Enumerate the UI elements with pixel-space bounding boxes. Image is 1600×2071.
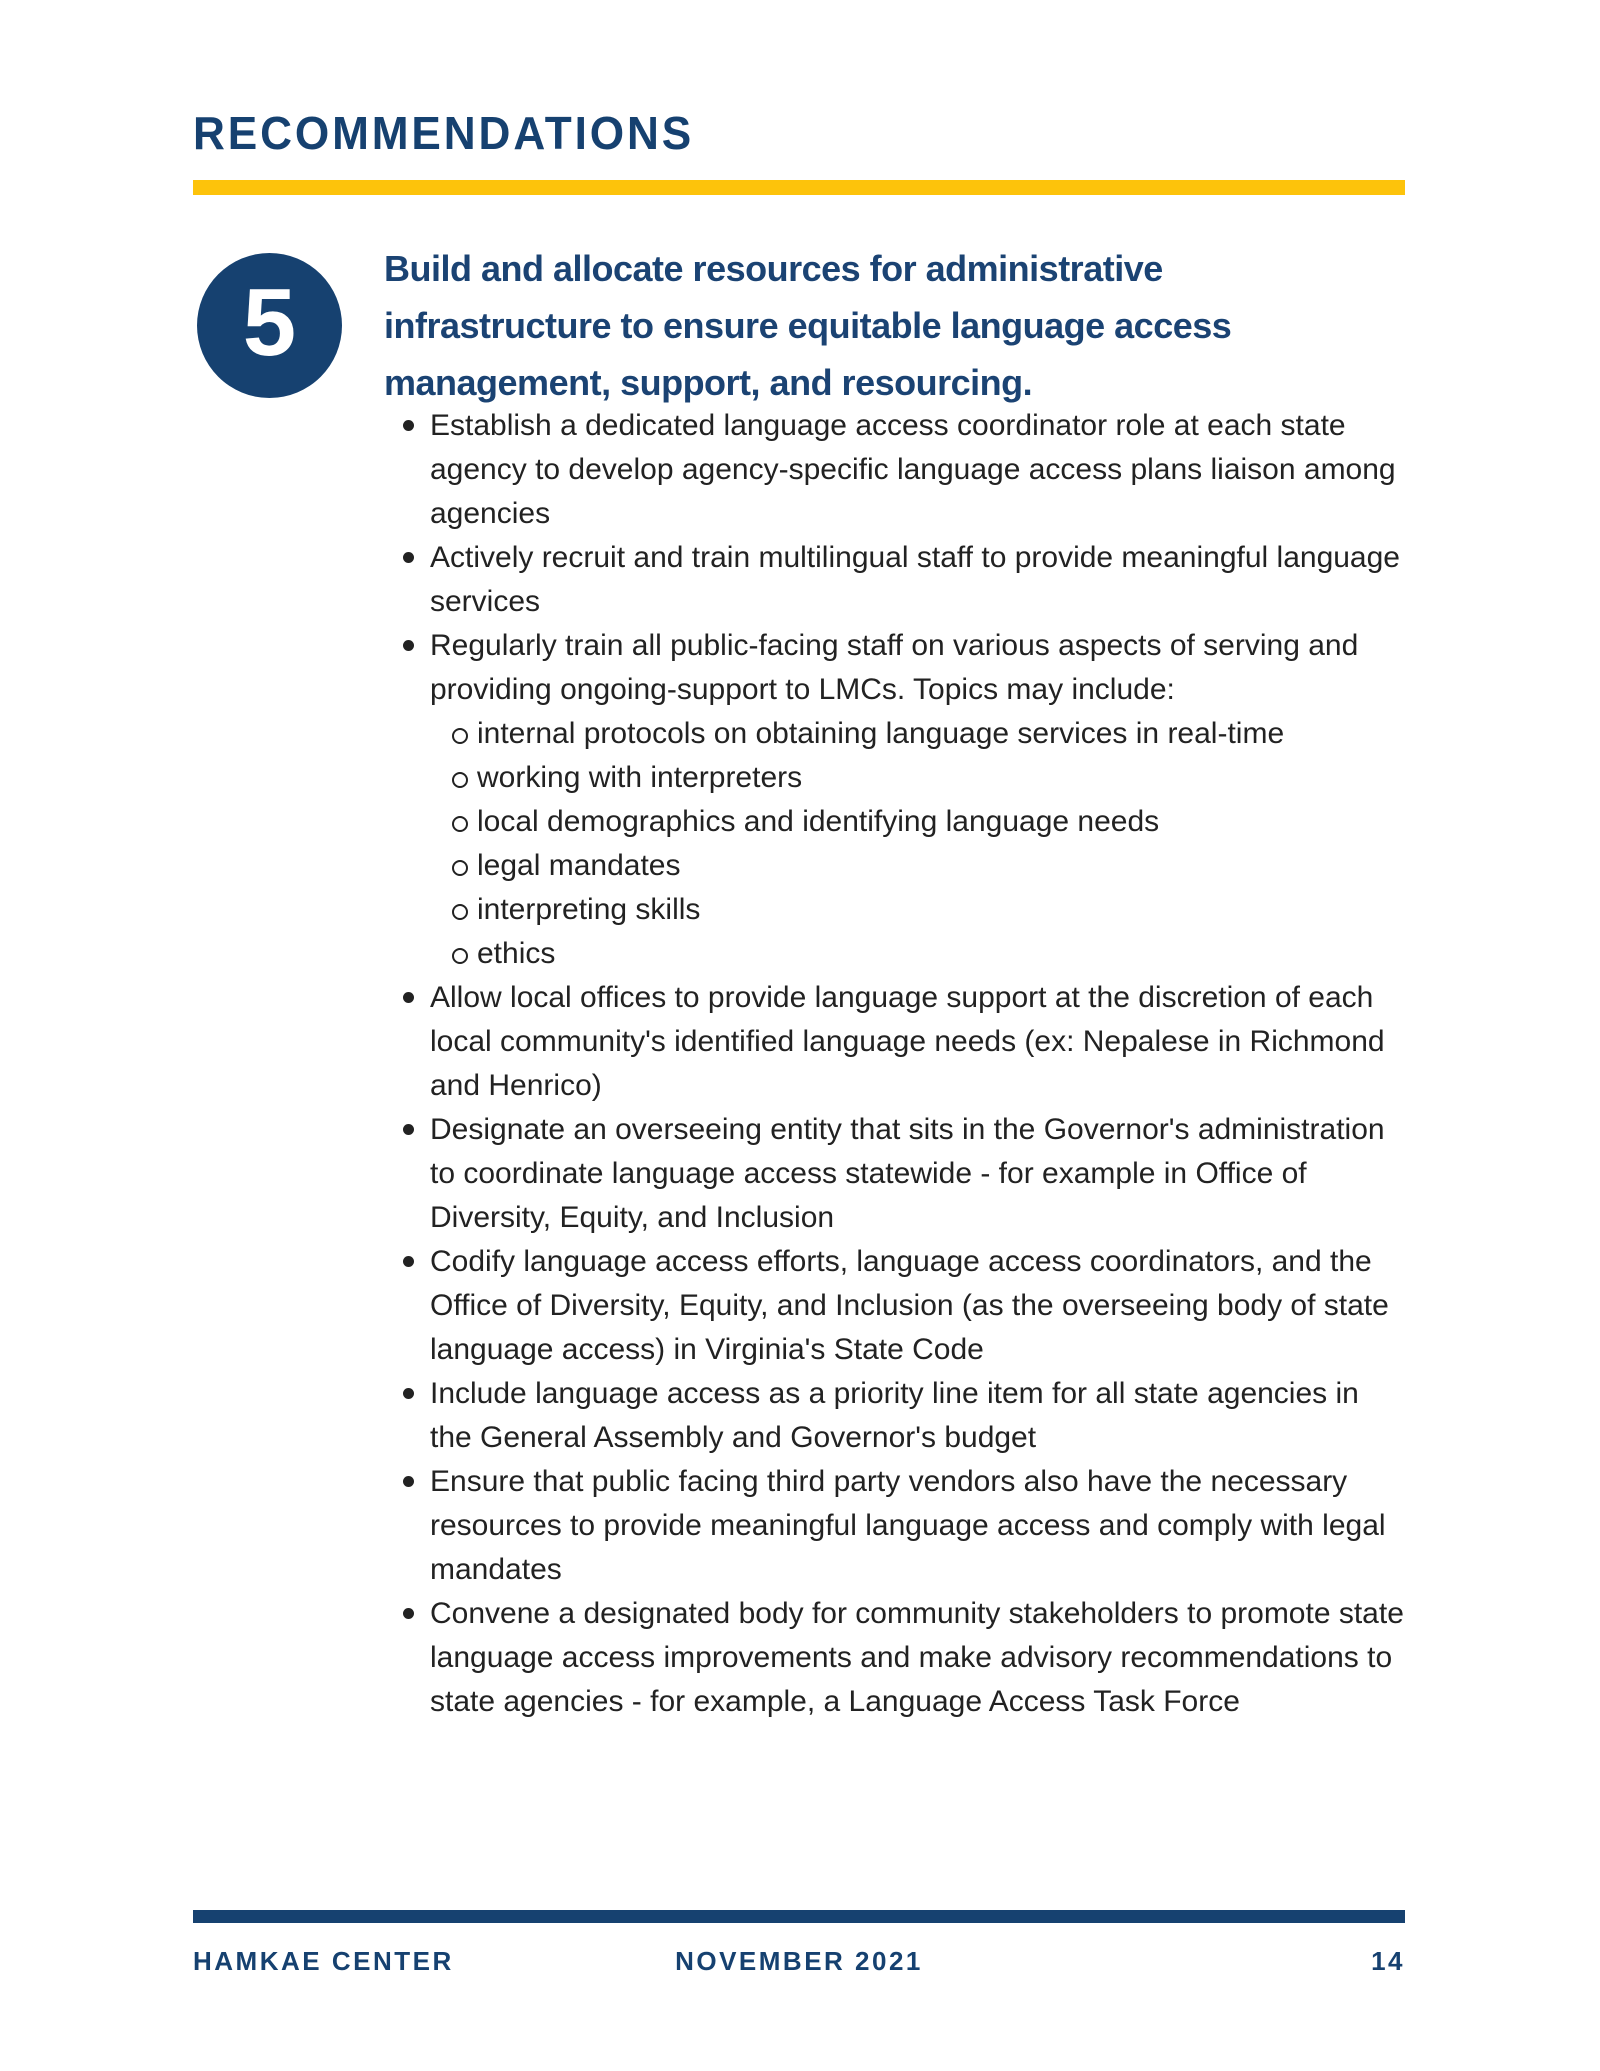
list-item [398, 1240, 1408, 1372]
recommendation-number: 5 [242, 268, 297, 376]
footer-rule-bar [193, 1910, 1405, 1923]
recommendation-bullet-list [398, 404, 1408, 1724]
gold-rule-divider [193, 180, 1405, 195]
sub-list-item [445, 844, 1408, 888]
list-item [398, 1460, 1408, 1592]
bullet-text: Codify language access efforts, language access coordinators, and the Office of Diversity, Equity, and Inclusion (as the overseeing body of state language access) in Virginia's State Code [430, 1245, 1389, 1366]
sub-bullet-text: internal protocols on obtaining language services in real-time [477, 717, 1285, 750]
sub-bullet-text: local demographics and identifying language needs [477, 805, 1160, 838]
sub-bullet-text: legal mandates [477, 849, 681, 882]
sub-list-item [445, 932, 1408, 976]
bullet-text: Convene a designated body for community stakeholders to promote state language access improvements and make advisory recommendations to state agencies - for example, a Language Access Task Force [430, 1597, 1404, 1718]
bullet-text: Include language access as a priority line item for all state agencies in the General Assembly and Governor's budget [430, 1377, 1359, 1454]
sub-bullet-text: ethics [477, 937, 556, 970]
recommendation-heading-line: Build and allocate resources for administrative [384, 248, 1163, 289]
topics-sub-list [445, 712, 1408, 976]
footer-page-number: 14 [1371, 1946, 1405, 1976]
bullet-text: Ensure that public facing third party vendors also have the necessary resources to provide meaningful language access and comply with legal mandates [430, 1465, 1386, 1586]
recommendation-heading-line: management, support, and resourcing. [384, 362, 1033, 403]
bullet-text: Allow local offices to provide language support at the discretion of each local community's identified language needs (ex: Nepalese in Richmond and Henrico) [430, 981, 1385, 1102]
bullet-text: Actively recruit and train multilingual staff to provide meaningful language services [430, 541, 1400, 618]
sub-list-item [445, 756, 1408, 800]
list-item [398, 1372, 1408, 1460]
list-item [398, 536, 1408, 624]
bullet-text: Regularly train all public-facing staff on various aspects of serving and providing ongoing-support to LMCs. Topics may include: [430, 629, 1359, 706]
sub-list-item [445, 712, 1408, 756]
list-item [398, 1108, 1408, 1240]
sub-bullet-text: interpreting skills [477, 893, 701, 926]
sub-list-item [445, 800, 1408, 844]
list-item [398, 976, 1408, 1108]
list-item [398, 1592, 1408, 1724]
sub-bullet-text: working with interpreters [477, 761, 803, 794]
list-item [398, 404, 1408, 536]
page-title: RECOMMENDATIONS [193, 107, 695, 159]
footer-date: NOVEMBER 2021 [675, 1946, 923, 1976]
bullet-text: Designate an overseeing entity that sits in the Governor's administration to coordinate language access statewide - for example in Office of Diversity, Equity, and Inclusion [430, 1113, 1385, 1234]
recommendation-heading-line: infrastructure to ensure equitable language access [384, 305, 1232, 346]
page-footer [193, 1946, 1405, 1977]
recommendation-number-badge [197, 253, 342, 398]
bullet-text: Establish a dedicated language access coordinator role at each state agency to develop agency-specific language access plans liaison among agencies [430, 409, 1396, 530]
sub-list-item [445, 888, 1408, 932]
recommendation-heading [384, 240, 1231, 411]
footer-organization: HAMKAE CENTER [193, 1946, 454, 1976]
list-item [398, 624, 1408, 976]
